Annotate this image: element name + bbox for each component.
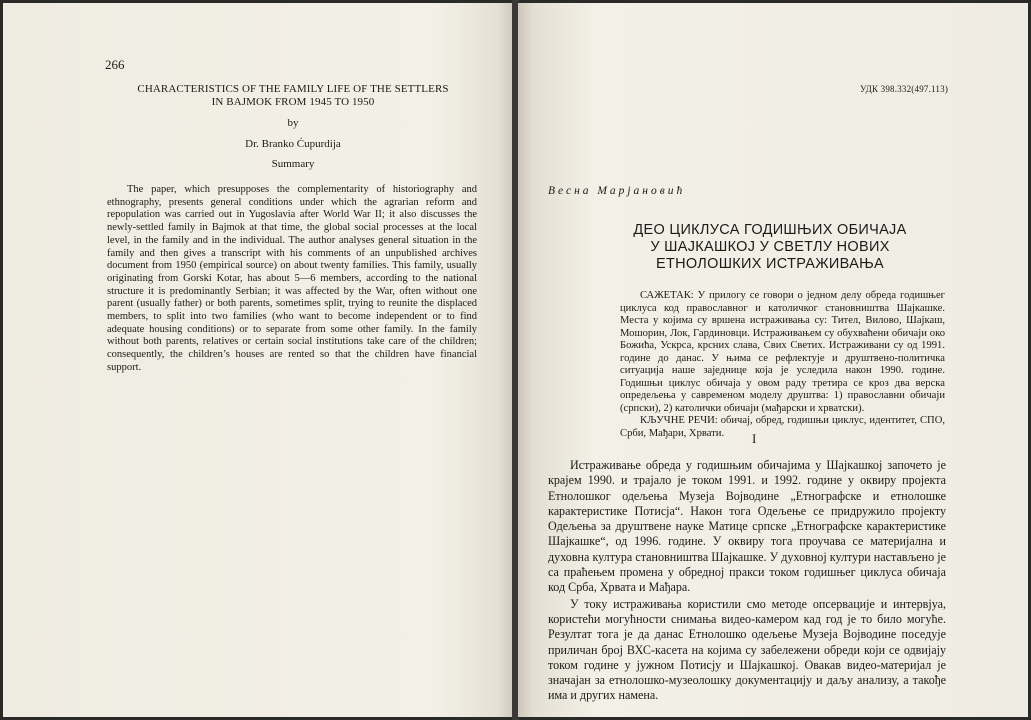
body-text (548, 458, 946, 705)
title-line: CHARACTERISTICS OF THE FAMILY LIFE OF THE SETTLERS (137, 83, 449, 95)
udk-code: УДК 398.332(497.113) (860, 84, 949, 94)
title-line: IN BAJMOK FROM 1945 TO 1950 (211, 96, 375, 108)
title-line: ЕТНОЛОШКИХ ИСТРАЖИВАЊА (655, 256, 884, 272)
summary-heading: Summary (271, 158, 315, 170)
summary-text: The paper, which presupposes the complementarity of historiography and ethnography, presents general conditions under which the agrarian reform and repopulation was carried out in Yugoslavia after World War II; it also discusses the newly-settled family in Bajmok at that time, the global social processes at the local level, in the family and in the individual. The author analyses general situation in the family and then gives a transcript with his comments of an unpublished archives document from 1950 (empirical source) on about twenty families. This family, usually originating from Gorski Kotar, has about 5—6 members, according to the national structure it is predominantly Serbian; it was affected by the War, often without one parent (usually father) or both parents, sometimes split, trying to reunite the displaced members, to split into two families (who want to become independent or to find adequate housing conditions) or to separate from some other family. In the family without both parents, relatives or certain social institutions take care of the children; consequently, the children’s houses are rented so that the children have financial support. (107, 184, 477, 373)
page-number: 266 (105, 57, 125, 72)
author-name: Весна Марјановић (548, 185, 686, 197)
paragraph: У току истраживања користили смо методе опсервације и интервјуа, користећи могућности снимања видео-камером кад год је то било могуће. Резултат тога је да данас Етнолошко одељење Музеја Војводине поседује приличан број ВХС-касета на којима су забележени обреди који се одвијају током године у јужном Потисју и Шајкашкој. Овакав видео-материјал је значајан за етнолошко-музеолошку документацију и даљу анализу, а такође има и других намена. (548, 596, 946, 703)
article-title (580, 222, 960, 273)
author-name: Dr. Branko Ćupurdija (245, 138, 341, 150)
title-line: У ШАЈКАШКОЈ У СВЕТЛУ НОВИХ (650, 239, 890, 255)
by-line: by (287, 117, 299, 129)
article-title-en (113, 83, 473, 109)
keywords-text: КЉУЧНЕ РЕЧИ: обичај, обред, годишњи циклус, идентитет, СПО, Срби, Мађари, Хрвати. (620, 415, 945, 439)
left-page (3, 3, 513, 717)
abstract-text: САЖЕТАК: У прилогу се говори о једном делу обреда годишњег циклуса код православног и католичког становништва Шајкашке. Места у којима су вршена истраживања су: Тител, Вилово, Шајкаш, Мошорин, Лок, Гардиновци. Истраживањем су обухваћени обичаји око Божића, Ускрса, крсних слава, Свих Светих. Истраживани су од 1991. године до данас. У њима се рефлектује и друштвено-политичка ситуација наше заједнице која је уследила након 1990. године. Годишњи циклус обичаја у овом раду третира се кроз два верска опредељења у савременом моделу друштва: 1) православни обичаји (српски), 2) католички обичаји (мађарски и хрватски). (620, 290, 945, 414)
abstract (620, 290, 945, 440)
paragraph: Истраживање обреда у годишњим обичајима у Шајкашкој започето је крајем 1990. и трајало је током 1991. и 1992. године у оквиру пројекта Етнолошког одељења Музеја Војводине „Етнографске и етнолошке карактеристике Потисја“. Након тога Одељење се придружило пројекту Одељења за друштвене науке Матице српске „Етнографске карактеристике Шајкашке“, од 1996. године. У оквиру тога проучава се материјална и духовна култура становништва Шајкашке. У духовној култури настављено је са праћењем промена у обредној пракси током годишњег циклуса обичаја код Срба, Хрвата и Мађара. (548, 458, 946, 595)
section-number: I (752, 431, 757, 446)
title-line: ДЕО ЦИКЛУСА ГОДИШЊИХ ОБИЧАЈА (633, 222, 907, 238)
